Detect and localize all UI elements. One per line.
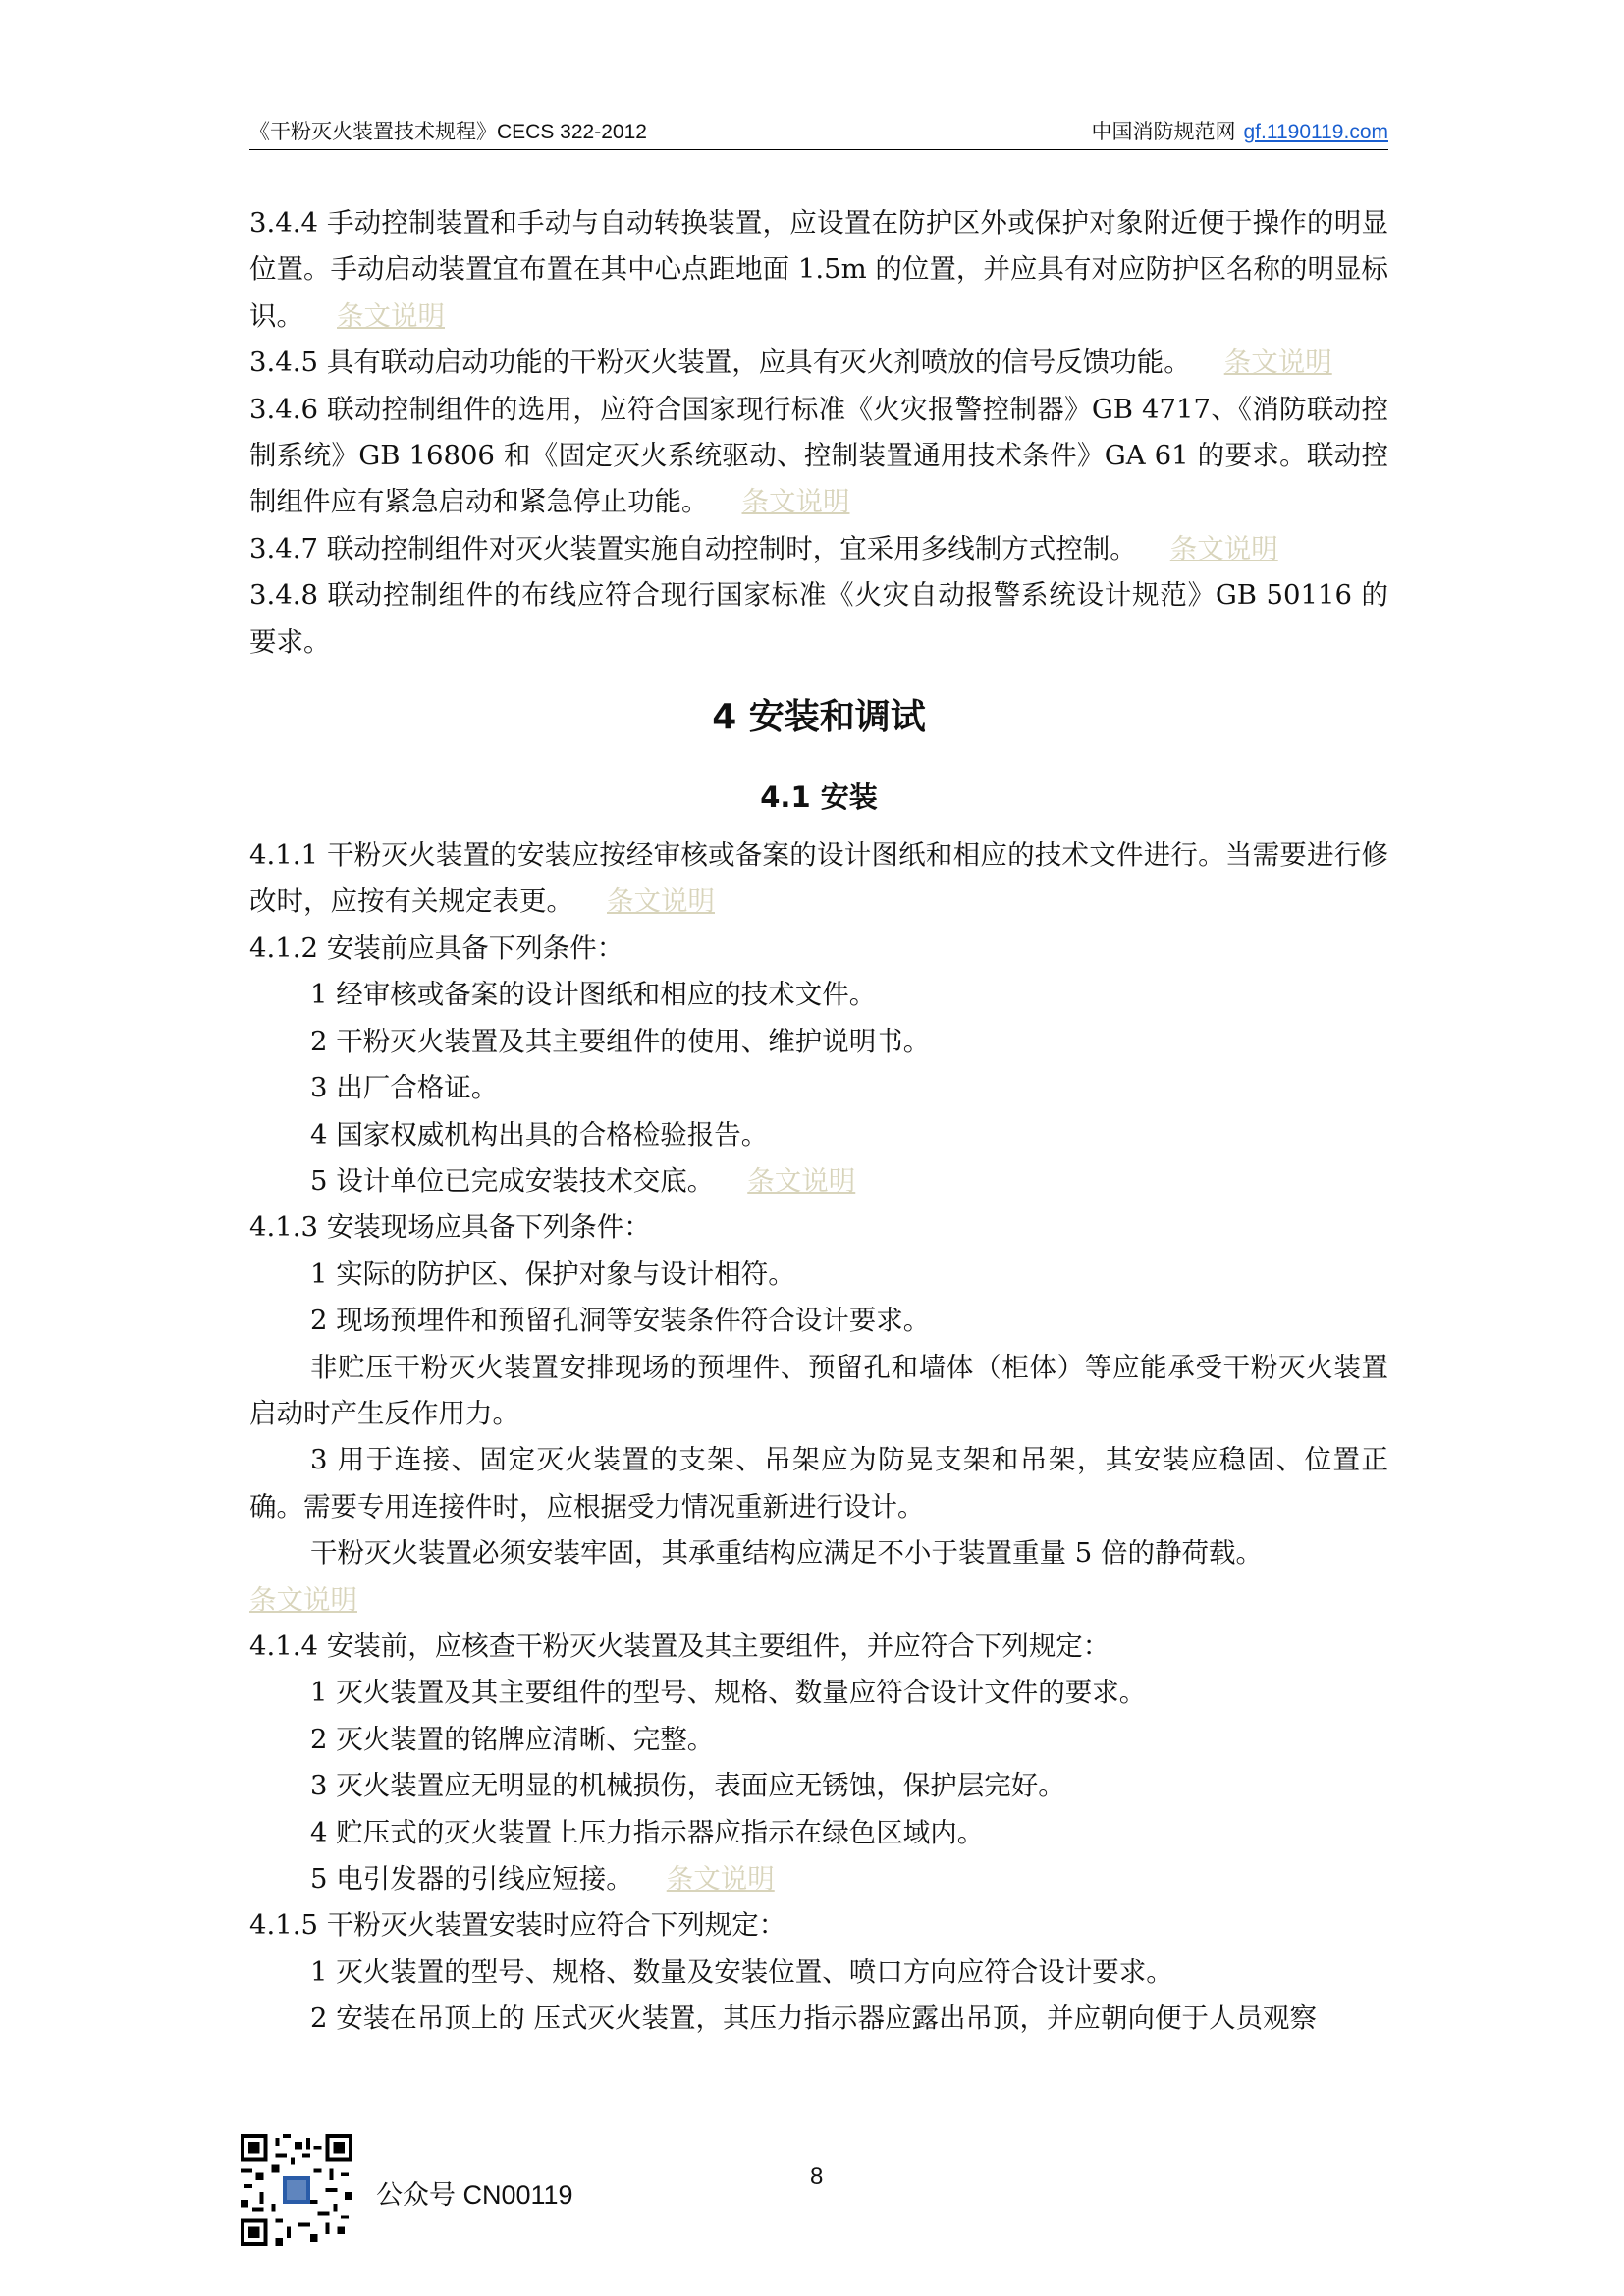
- document-title: 《干粉灭火装置技术规程》CECS 322-2012: [249, 121, 647, 143]
- clause-note-link[interactable]: 条文说明: [747, 1164, 856, 1197]
- qr-code-icon: [241, 2134, 352, 2246]
- clause-4-1-1: 4.1.1 干粉灭火装置的安装应按经审核或备案的设计图纸和相应的技术文件进行。当需要进行修改时，应按有关规定表更。 条文说明: [249, 839, 1388, 918]
- clause-3-4-5: 3.4.5 具有联动启动功能的干粉灭火装置，应具有灭火剂喷放的信号反馈功能。 条文说明: [249, 347, 1332, 379]
- clause-note-link[interactable]: 条文说明: [249, 1583, 357, 1616]
- list-item: 2 安装在吊顶上的 压式灭火装置，其压力指示器应露出吊顶，并应朝向便于人员观察: [310, 2002, 1317, 2035]
- list-item: 5 电引发器的引线应短接。 条文说明: [310, 1863, 775, 1895]
- section-title: 4.1 安装: [760, 780, 878, 815]
- list-item: 1 实际的防护区、保护对象与设计相符。: [310, 1257, 795, 1290]
- list-item: 4 国家权威机构出具的合格检验报告。: [310, 1118, 769, 1150]
- clause-3-4-6: 3.4.6 联动控制组件的选用，应符合国家现行标准《火灾报警控制器》GB 4717、《消防联动控制系统》GB 16806 和《固定灭火系统驱动、控制装置通用技术条件》GA 61 的要求。联动控制组件应有紧急启动和紧急停止功能。 条文说明: [249, 393, 1388, 518]
- page-number: 8: [810, 2163, 824, 2190]
- list-item: 2 干粉灭火装置及其主要组件的使用、维护说明书。: [310, 1025, 931, 1057]
- page-header: [249, 116, 1388, 150]
- page-footer: [241, 2134, 1389, 2252]
- header-site: [1092, 116, 1389, 145]
- list-item: 1 灭火装置及其主要组件的型号、规格、数量应符合设计文件的要求。: [310, 1677, 1147, 1709]
- clause-3-4-8: 3.4.8 联动控制组件的布线应符合现行国家标准《火灾自动报警系统设计规范》GB 50116 的要求。: [249, 579, 1388, 658]
- clause-4-1-3-lead: 4.1.3 安装现场应具备下列条件：: [249, 1211, 651, 1244]
- list-item: 3 灭火装置应无明显的机械损伤，表面应无锈蚀，保护层完好。: [310, 1770, 1065, 1802]
- list-item: 2 现场预埋件和预留孔洞等安装条件符合设计要求。: [310, 1305, 931, 1337]
- clause-note-link[interactable]: 条文说明: [741, 486, 850, 518]
- chapter-title: 4 安装和调试: [712, 697, 926, 738]
- clause-note-link[interactable]: 条文说明: [1223, 347, 1332, 379]
- clause-note-link[interactable]: 条文说明: [666, 1863, 775, 1895]
- page-content: [249, 200, 1388, 2043]
- clause-4-1-4-lead: 4.1.4 安装前，应核查干粉灭火装置及其主要组件，并应符合下列规定：: [249, 1629, 1110, 1662]
- site-name: 中国消防规范网: [1091, 121, 1236, 143]
- list-item: 1 灭火装置的型号、规格、数量及安装位置、喷口方向应符合设计要求。: [310, 1955, 1173, 1988]
- list-item: 3 用于连接、固定灭火装置的支架、吊架应为防晃支架和吊架，其安装应稳固、位置正确。需要专用连接件时，应根据受力情况重新进行设计。: [249, 1444, 1389, 1522]
- list-item: 3 出厂合格证。: [310, 1072, 499, 1104]
- list-item: 1 经审核或备案的设计图纸和相应的技术文件。: [310, 979, 877, 1011]
- clause-4-1-2-lead: 4.1.2 安装前应具备下列条件：: [249, 932, 624, 964]
- list-item: 4 贮压式的灭火装置上压力指示器应指示在绿色区域内。: [310, 1816, 985, 1848]
- site-url-link[interactable]: gf.1190119.com: [1243, 121, 1388, 143]
- clause-note-link[interactable]: 条文说明: [337, 299, 445, 332]
- note-line: [249, 1577, 1388, 1624]
- wechat-account: 公众号 CN00119: [376, 2180, 573, 2210]
- clause-4-1-5-lead: 4.1.5 干粉灭火装置安装时应符合下列规定：: [249, 1909, 786, 1942]
- clause-paragraph: 非贮压干粉灭火装置安排现场的预埋件、预留孔和墙体（柜体）等应能承受干粉灭火装置启动时产生反作用力。: [249, 1351, 1388, 1429]
- list-item: 5 设计单位已完成安装技术交底。 条文说明: [310, 1164, 856, 1197]
- clause-note-link[interactable]: 条文说明: [1169, 532, 1278, 564]
- clause-3-4-7: 3.4.7 联动控制组件对灭火装置实施自动控制时，宜采用多线制方式控制。 条文说明: [249, 532, 1278, 564]
- clause-paragraph: 干粉灭火装置必须安装牢固，其承重结构应满足不小于装置重量 5 倍的静荷载。: [310, 1537, 1263, 1570]
- clause-note-link[interactable]: 条文说明: [607, 885, 715, 918]
- clause-3-4-4: 3.4.4 手动控制装置和手动与自动转换装置，应设置在防护区外或保护对象附近便于操作的明显位置。手动启动装置宜布置在其中心点距地面 1.5m 的位置，并应具有对应防护区名称的明显标识。 条文说明: [249, 207, 1388, 332]
- list-item: 2 灭火装置的铭牌应清晰、完整。: [310, 1723, 715, 1755]
